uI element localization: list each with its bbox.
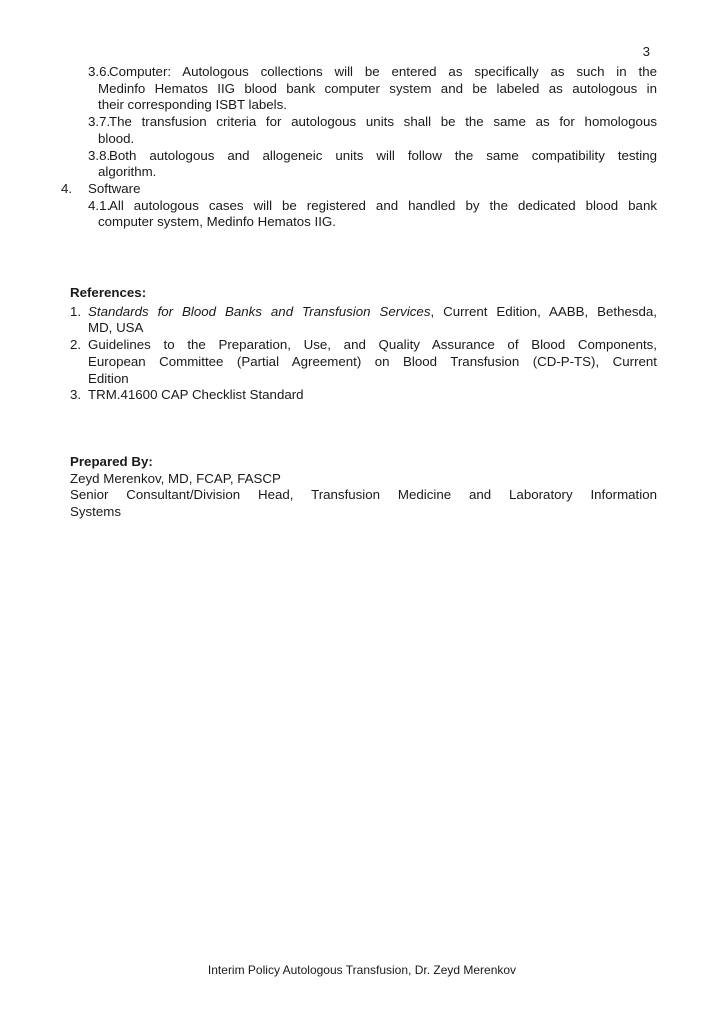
list-item-text: Software (88, 180, 141, 196)
list-item-3-6-line-3: their corresponding ISBT labels. (98, 97, 287, 113)
list-item-text: The transfusion criteria for autologous units shall be the same as for homologous (109, 114, 657, 130)
list-item-number: 3.6. (88, 64, 111, 79)
reference-item-2-line-1 (70, 337, 657, 354)
list-item-text: All autologous cases will be registered and handled by the dedicated blood bank (109, 197, 657, 213)
reference-item-1-line-2: MD, USA (88, 320, 144, 336)
list-item-4-1-line-2: computer system, Medinfo Hematos IIG. (98, 214, 336, 230)
list-item-3-6-line-1 (88, 64, 657, 81)
reference-item-2-line-2: European Committee (Partial Agreement) on Blood Transfusion (CD-P-TS), Current (88, 353, 657, 369)
list-item-number: 3.8. (88, 147, 111, 163)
list-item-3-8-line-1 (88, 148, 657, 165)
page-number: 3 (642, 44, 650, 59)
page-footer: Interim Policy Autologous Transfusion, Dr. Zeyd Merenkov (207, 963, 517, 977)
list-item-4 (61, 181, 657, 198)
reference-item-2-line-3: Edition (88, 370, 129, 386)
list-item-3-6-line-2: Medinfo Hematos IIG blood bank computer system and be labeled as autologous in (98, 80, 657, 96)
reference-title: Standards for Blood Banks and Transfusion Services (88, 303, 431, 319)
reference-text: Guidelines to the Preparation, Use, and Quality Assurance of Blood Components, (88, 337, 657, 353)
list-item-text: Computer: Autologous collections will be entered as specifically as such in the (109, 64, 657, 79)
reference-number: 2. (70, 337, 82, 353)
list-item-3-7-line-2: blood. (98, 130, 135, 146)
list-item-text: Both autologous and allogeneic units will follow the same compatibility testing (109, 147, 657, 163)
references-section (70, 285, 657, 404)
prepared-by-name: Zeyd Merenkov, MD, FCAP, FASCP (70, 470, 281, 486)
list-item-number: 4. (61, 180, 73, 196)
policy-list-section (61, 64, 657, 231)
list-item-4-1-line-1 (88, 198, 657, 215)
reference-text: TRM.41600 CAP Checklist Standard (88, 387, 304, 403)
list-item-3-8-line-2: algorithm. (98, 164, 157, 180)
prepared-by-heading: Prepared By: (70, 454, 153, 469)
prepared-by-section (70, 454, 657, 521)
list-item-number: 4.1. (88, 197, 111, 213)
prepared-by-title-line-2: Systems (70, 504, 121, 520)
references-heading: References: (70, 285, 147, 300)
reference-item-3 (70, 387, 657, 404)
reference-number: 1. (70, 303, 82, 319)
list-item-number: 3.7. (88, 114, 111, 130)
reference-item-1-line-1 (70, 304, 657, 321)
reference-number: 3. (70, 387, 82, 403)
reference-text: , Current Edition, AABB, Bethesda, (430, 303, 658, 319)
prepared-by-title-line-1: Senior Consultant/Division Head, Transfusion Medicine and Laboratory Information (70, 487, 657, 503)
list-item-3-7-line-1 (88, 114, 657, 131)
